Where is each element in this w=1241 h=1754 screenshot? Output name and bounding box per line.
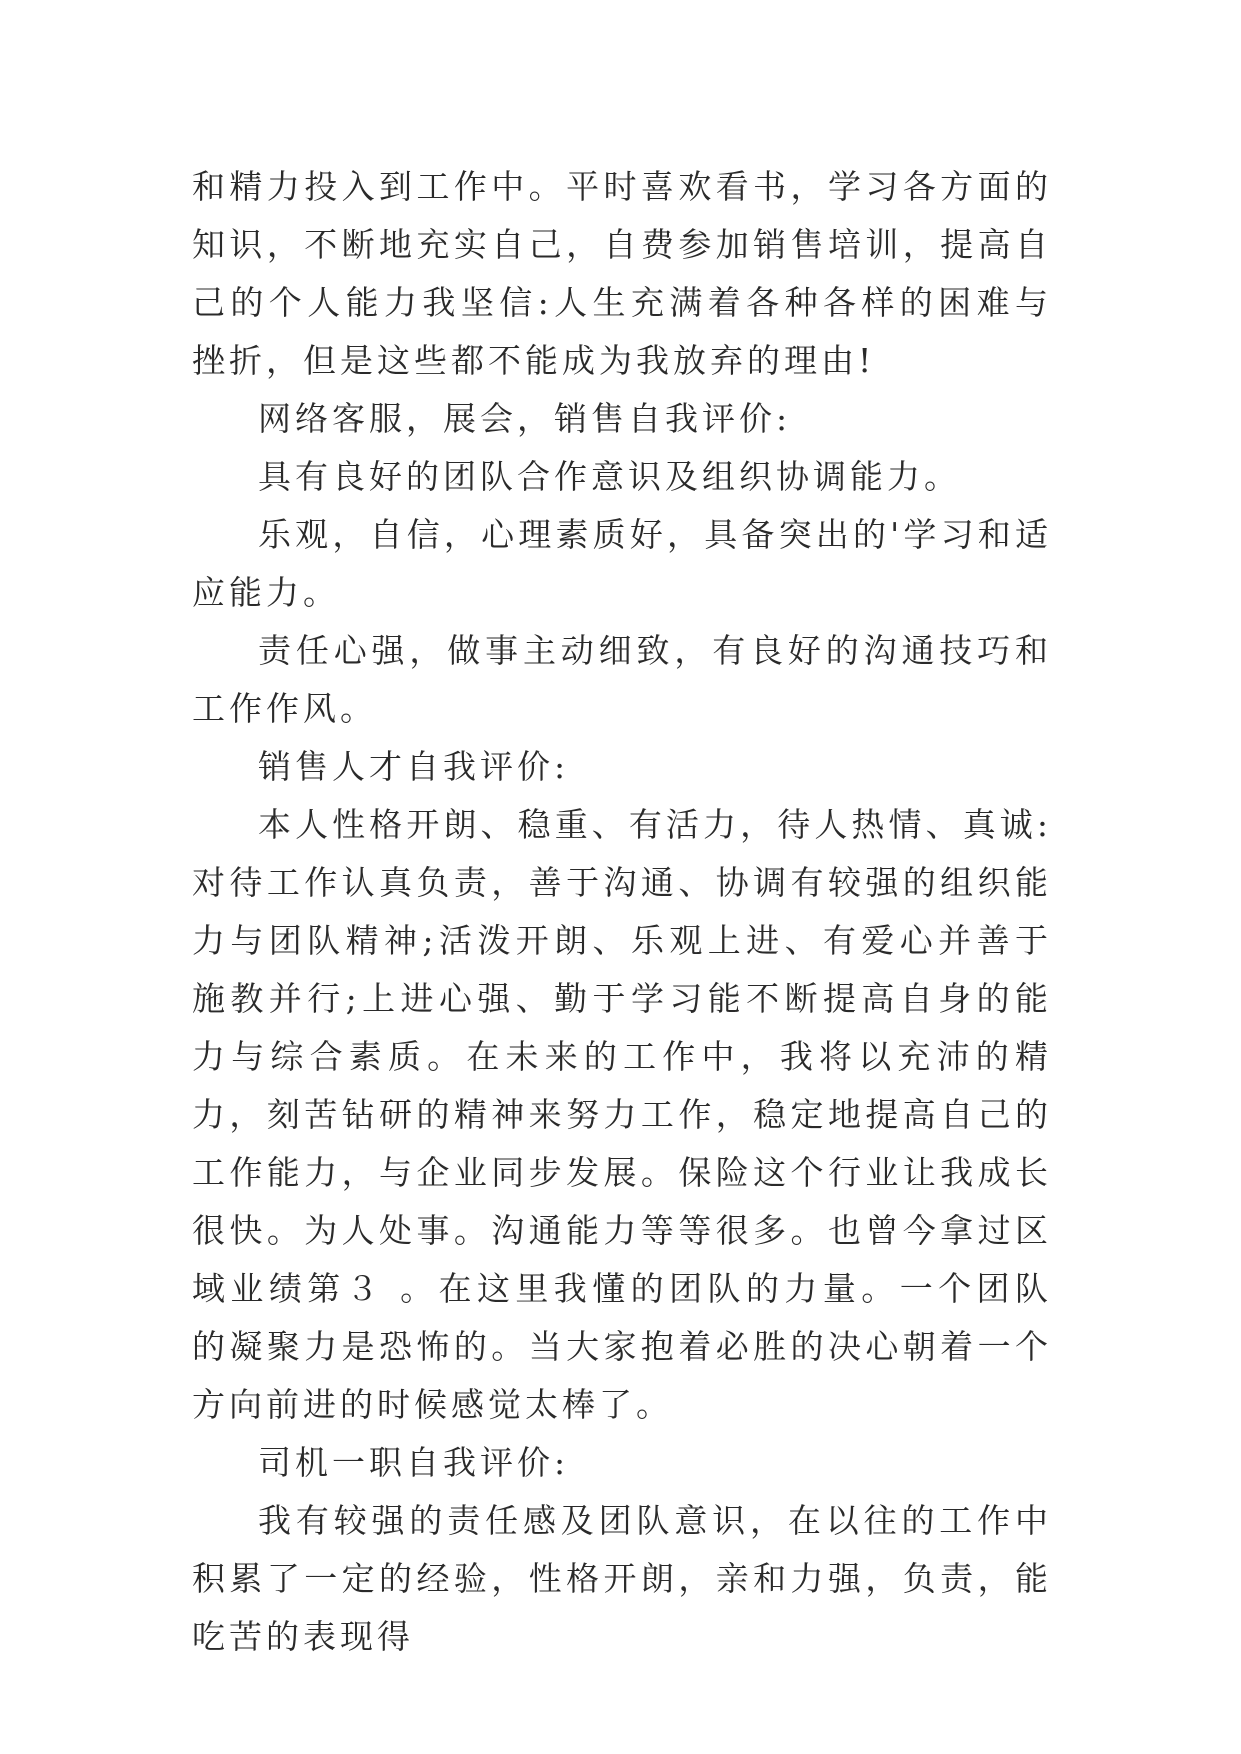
paragraph-responsibility: 责任心强，做事主动细致，有良好的沟通技巧和工作作风。 xyxy=(192,631,1052,728)
section-heading-driver: 司机一职自我评价: xyxy=(258,1443,570,1482)
section-heading-online-service: 网络客服，展会，销售自我评价: xyxy=(258,399,792,438)
paragraph-continuation: 和精力投入到工作中。平时喜欢看书，学习各方面的知识，不断地充实自己，自费参加销售培训，提高自己的个人能力我坚信:人生充满着各种各样的困难与挫折，但是这些都不能成为我放弃的理由! xyxy=(192,167,1052,380)
document-body xyxy=(192,158,1052,1666)
paragraph-sales-talent: 本人性格开朗、稳重、有活力，待人热情、真诚:对待工作认真负责，善于沟通、协调有较强的组织能力与团队精神;活泼开朗、乐观上进、有爱心并善于施教并行;上进心强、勤于学习能不断提高自身的能力与综合素质。在未来的工作中，我将以充沛的精力，刻苦钻研的精神来努力工作，稳定地提高自己的工作能力，与企业同步发展。保险这个行业让我成长很快。为人处事。沟通能力等等很多。也曾今拿过区域业绩第３ 。在这里我懂的团队的力量。一个团队的凝聚力是恐怖的。当大家抱着必胜的决心朝着一个方向前进的时候感觉太棒了。 xyxy=(192,805,1052,1424)
paragraph-teamwork: 具有良好的团队合作意识及组织协调能力。 xyxy=(258,457,961,496)
paragraph-optimism: 乐观，自信，心理素质好，具备突出的'学习和适应能力。 xyxy=(192,515,1052,612)
section-heading-sales-talent: 销售人才自我评价: xyxy=(258,747,570,786)
paragraph-driver: 我有较强的责任感及团队意识，在以往的工作中积累了一定的经验，性格开朗，亲和力强，负责，能吃苦的表现得 xyxy=(192,1501,1052,1656)
